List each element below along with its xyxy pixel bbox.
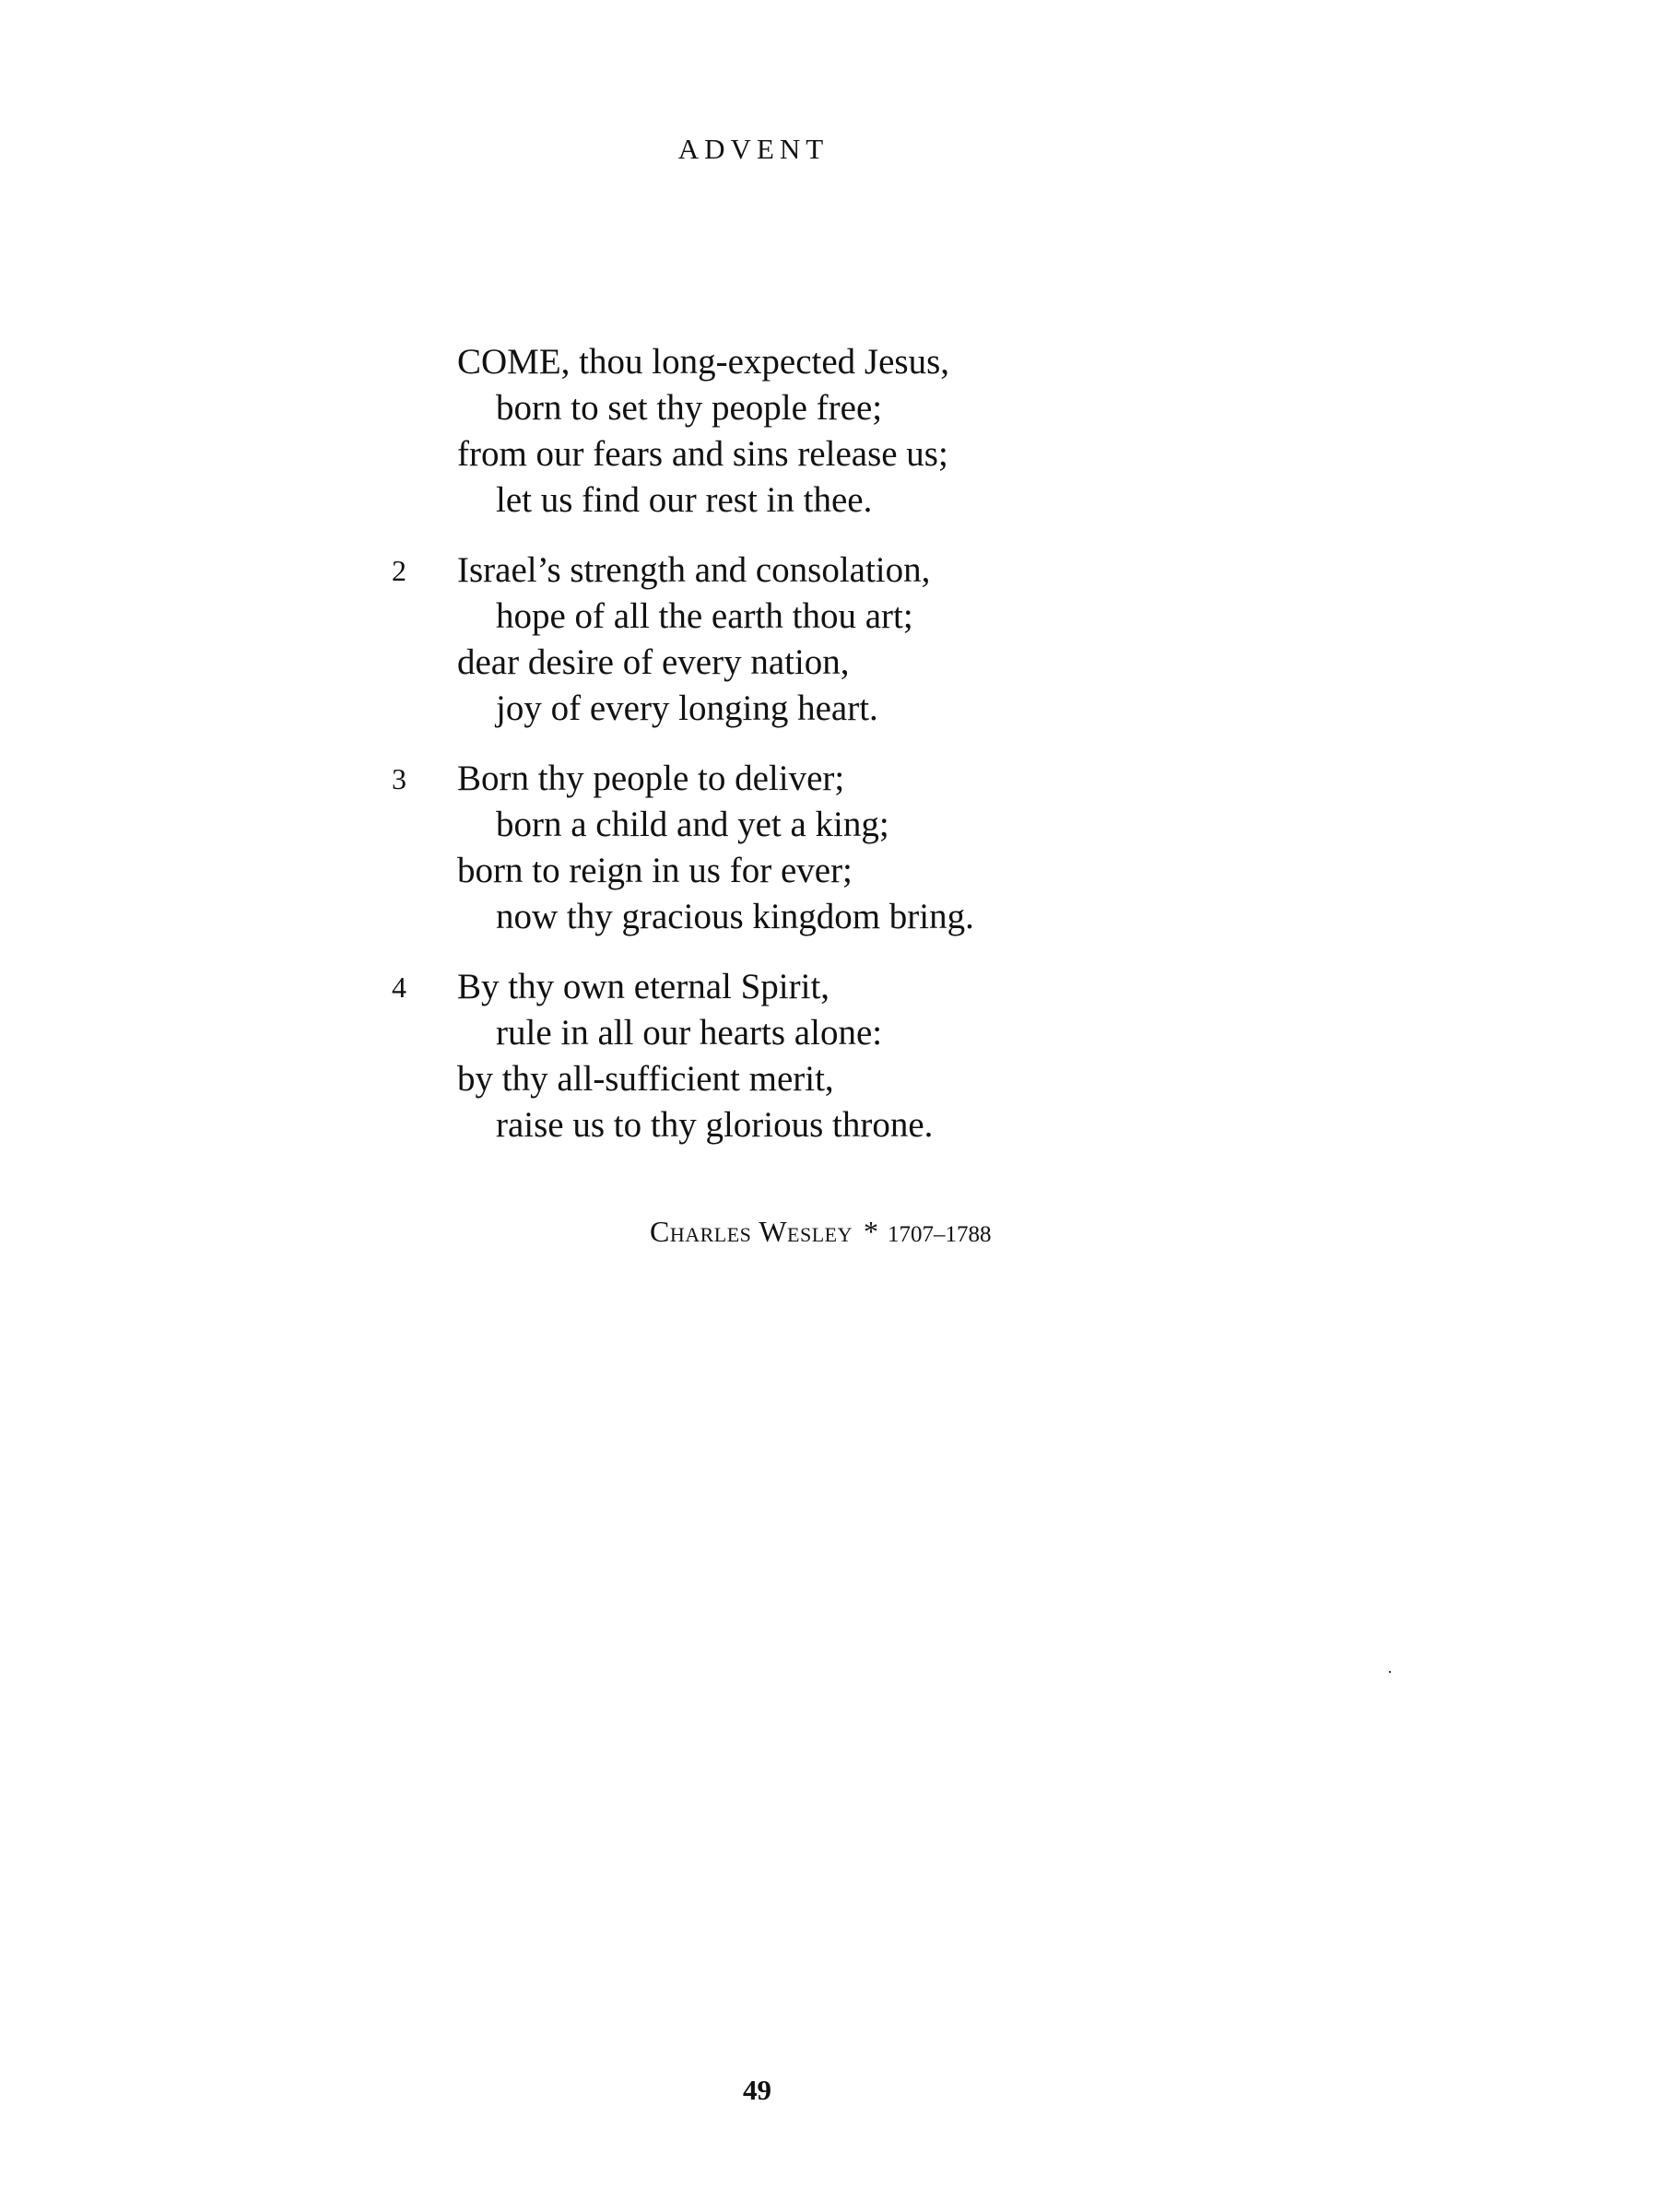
verse-number: 4: [392, 971, 406, 1004]
verse-line: raise us to thy glorious throne.: [496, 1105, 934, 1145]
verse-line: by thy all-sufficient merit,: [457, 1059, 834, 1099]
verse-2: [0, 547, 1659, 732]
verse-line: COME, thou long-expected Jesus,: [457, 342, 950, 382]
section-title: ADVENT: [677, 133, 830, 165]
verse-line: born to set thy people free;: [496, 388, 883, 428]
print-speck: [1389, 1671, 1391, 1673]
verse-line: from our fears and sins release us;: [457, 434, 948, 474]
hymn-text: [0, 339, 1659, 1172]
verse-line: By thy own eternal Spirit,: [457, 967, 830, 1006]
verse-line: Born thy people to deliver;: [457, 759, 845, 798]
attribution: [650, 1213, 991, 1253]
verse-line: hope of all the earth thou art;: [496, 596, 913, 636]
asterisk-marker: *: [863, 1215, 878, 1248]
author-name: Charles Wesley: [650, 1215, 853, 1248]
verse-line: rule in all our hearts alone:: [496, 1013, 883, 1053]
verse-4: [0, 964, 1659, 1148]
verse-line: dear desire of every nation,: [457, 642, 850, 682]
verse-line: joy of every longing heart.: [496, 688, 878, 728]
verse-line: Israel’s strength and consolation,: [457, 550, 931, 590]
verse-number: 2: [392, 554, 406, 587]
verse-line: born a child and yet a king;: [496, 805, 889, 844]
verse-line: let us find our rest in thee.: [496, 480, 873, 520]
verse-1: [0, 339, 1659, 524]
verse-3: [0, 756, 1659, 940]
page-number: 49: [743, 2074, 771, 2106]
author-dates: 1707–1788: [887, 1222, 992, 1247]
verse-line: now thy gracious kingdom bring.: [496, 897, 974, 936]
verse-number: 3: [392, 762, 406, 795]
verse-line: born to reign in us for ever;: [457, 851, 853, 890]
